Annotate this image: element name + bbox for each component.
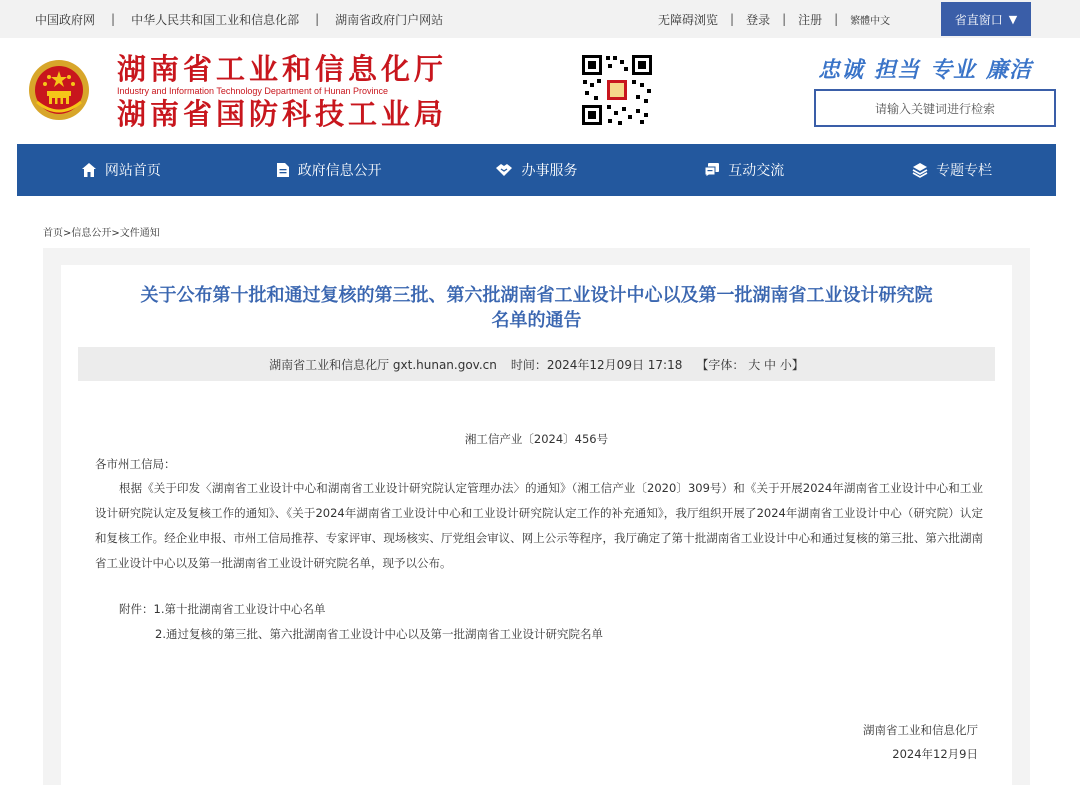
font-large-button[interactable]: 大 (748, 357, 761, 372)
signature-org: 湖南省工业和信息化厅 (863, 723, 978, 737)
attachment-1[interactable]: 附件：1.第十批湖南省工业设计中心名单 (119, 602, 326, 616)
province-window-label: 省直窗口 (954, 12, 1003, 27)
nav-item-label: 办事服务 (521, 163, 578, 179)
caret-down-icon: ▼ (1008, 12, 1018, 26)
attachment-2[interactable]: 2.通过复核的第三批、第六批湖南省工业设计中心以及第一批湖南省工业设计研究院名单 (155, 627, 603, 641)
national-emblem-icon (27, 58, 91, 122)
nav-item-special-topics[interactable] (848, 144, 1056, 196)
document-number: 湘工信产业〔2024〕456号 (464, 432, 609, 446)
province-window-button[interactable] (941, 2, 1031, 36)
document-icon (276, 162, 290, 178)
search-input[interactable] (814, 89, 1056, 127)
slogan-loyalty: 忠诚 (818, 58, 865, 83)
divider: | (730, 12, 735, 26)
accessibility-link[interactable]: 无障碍浏览 (658, 12, 719, 27)
slogan-integrity: 廉洁 (986, 58, 1033, 83)
breadcrumb-section[interactable]: 信息公开 (71, 228, 112, 239)
divider: | (315, 12, 320, 26)
search-placeholder: 请输入关键词进行检索 (874, 101, 995, 116)
breadcrumb-home[interactable]: 首页 (43, 228, 63, 239)
link-china-gov[interactable]: 中国政府网 (35, 12, 96, 27)
handshake-icon (495, 162, 513, 178)
font-size-control (696, 356, 804, 373)
slogan-responsibility: 担当 (874, 58, 921, 83)
link-miit[interactable]: 中华人民共和国工业和信息化部 (131, 12, 300, 27)
font-size-label: 【字体： (696, 357, 745, 372)
site-subtitle-cn: 湖南省国防科技工业局 (117, 97, 448, 131)
layers-icon (912, 162, 928, 178)
slogan-professional: 专业 (930, 58, 977, 83)
article-title-line2: 名单的通告 (491, 310, 582, 331)
site-title-cn: 湖南省工业和信息化厅 (117, 52, 448, 86)
article-meta (78, 347, 995, 381)
divider: | (834, 12, 839, 26)
main-nav (17, 144, 1056, 196)
breadcrumb-separator: > (111, 228, 120, 239)
nav-item-label: 互动交流 (728, 163, 785, 179)
breadcrumb-separator: > (63, 228, 72, 239)
divider: | (782, 12, 787, 26)
breadcrumb (43, 224, 160, 239)
breadcrumb-current[interactable]: 文件通知 (119, 228, 160, 239)
home-icon (81, 162, 97, 178)
article-title-line1: 关于公布第十批和通过复核的第三批、第六批湖南省工业设计中心以及第一批湖南省工业设计研究院 (140, 285, 933, 306)
site-title[interactable] (117, 52, 447, 131)
article-source: 湖南省工业和信息化厅 gxt.hunan.gov.cn (269, 357, 497, 372)
slogans (818, 53, 1032, 84)
nav-item-label: 专题专栏 (936, 163, 993, 179)
signature-date: 2024年12月9日 (892, 747, 978, 761)
nav-item-label: 政府信息公开 (297, 163, 382, 179)
nav-item-info-disclosure[interactable] (225, 144, 433, 196)
nav-item-interaction[interactable] (640, 144, 848, 196)
chat-icon (704, 162, 720, 178)
qr-code-icon (580, 53, 654, 127)
font-medium-button[interactable]: 中 (764, 357, 777, 372)
article-time: 时间：2024年12月09日 17:18 (510, 357, 683, 372)
link-hunan-gov[interactable]: 湖南省政府门户网站 (335, 12, 444, 27)
user-links (658, 0, 890, 38)
divider: | (111, 12, 116, 26)
register-link[interactable]: 注册 (798, 12, 823, 27)
article-body: 根据《关于印发〈湖南省工业设计中心和湖南省工业设计研究院认定管理办法〉的通知》（湘工信产业〔2020〕309号）和《关于开展2024年湖南省工业设计中心和工业设计研究院认定及复核工作的通知》、《关于2024年湖南省工业设计中心和工业设计研究院认定工作的补充通知》，我厅组织开展了2024年湖南省工业设计中心（研究院）认定和复核工作。经企业申报、市州工信局推荐、专家评审、现场核实、厅党组会审议、网上公示等程序，我厅确定了第十批湖南省工业设计中心和通过复核的第三批、第六批湖南省工业设计中心以及第一批湖南省工业设计研究院名单，现予以公布。 (95, 481, 983, 570)
top-bar (0, 0, 1080, 38)
external-links (35, 0, 443, 38)
traditional-chinese-link[interactable]: 繁體中文 (850, 15, 891, 27)
nav-item-home[interactable] (17, 144, 225, 196)
nav-item-services[interactable] (433, 144, 641, 196)
site-title-en: Industry and Information Technology Department of Hunan Province (117, 86, 388, 96)
login-link[interactable]: 登录 (746, 12, 771, 27)
font-small-button[interactable]: 小 (779, 357, 792, 372)
font-size-close: 】 (791, 357, 804, 372)
nav-item-label: 网站首页 (104, 163, 161, 179)
recipient: 各市州工信局： (95, 457, 176, 471)
article-title (61, 283, 1012, 333)
